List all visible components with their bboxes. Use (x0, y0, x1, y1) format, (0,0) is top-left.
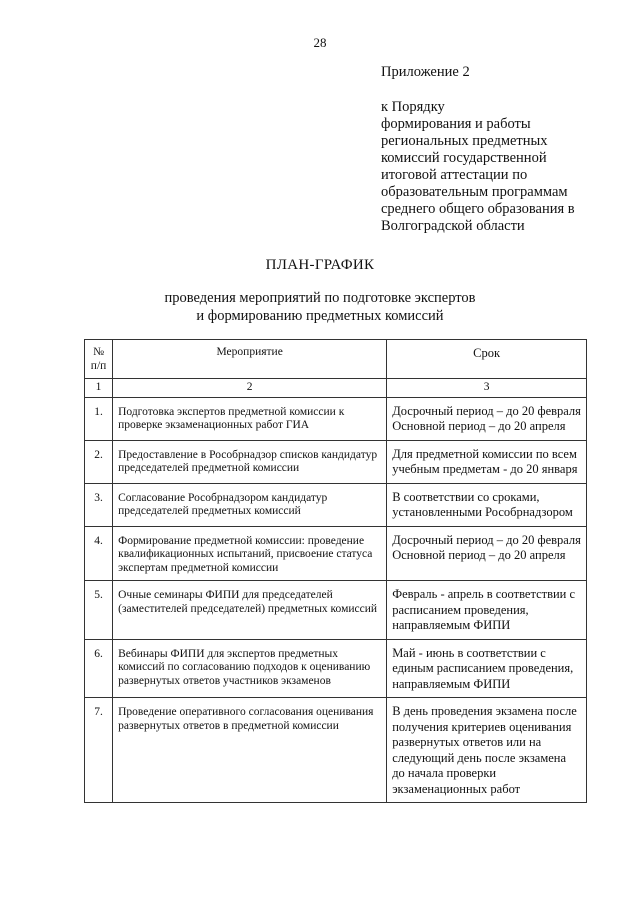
column-index: 2 (113, 379, 387, 398)
table-row (85, 698, 587, 803)
column-index-row (85, 379, 587, 398)
row-term-line: Для предметной комиссии по всем учебным предметам - до 20 января (392, 446, 578, 476)
header-term: Срок (387, 340, 587, 379)
row-event: Формирование предметной комиссии: проведение квалификационных испытаний, присвоение статуса экспертам предметной комиссии (113, 526, 387, 581)
row-event: Предоставление в Рособрнадзор списков кандидатур председателей предметной комиссии (113, 440, 387, 483)
row-term (387, 698, 587, 803)
row-term (387, 526, 587, 581)
row-number: 7. (85, 698, 113, 803)
row-number: 2. (85, 440, 113, 483)
appendix-line: комиссий государственной (381, 150, 547, 166)
row-term-line: Февраль - апрель в соответствии с расписанием проведения, направляемым ФИПИ (392, 587, 576, 632)
appendix-line: региональных предметных (381, 133, 548, 149)
plan-title: ПЛАН-ГРАФИК (265, 257, 375, 273)
table-row (85, 440, 587, 483)
row-term-line: Досрочный период – до 20 февраля (392, 403, 581, 418)
page-number: 28 (313, 35, 327, 50)
row-term (387, 483, 587, 526)
appendix-title: Приложение 2 (381, 64, 470, 80)
row-term (387, 581, 587, 640)
table-row (85, 397, 587, 440)
appendix-line: среднего общего образования в (381, 201, 575, 217)
row-number: 6. (85, 639, 113, 698)
plan-subtitle (0, 289, 640, 325)
appendix-line: формирования и работы (381, 116, 531, 132)
row-term-line: Май - июнь в соответствии с единым расписанием проведения, направляемым ФИПИ (392, 645, 574, 691)
table-row (85, 526, 587, 581)
row-term (387, 397, 587, 440)
table-header (85, 340, 587, 379)
table-row (85, 483, 587, 526)
header-number: № п/п (85, 340, 113, 379)
row-term (387, 639, 587, 698)
row-term-line: Основной период – до 20 апреля (392, 548, 566, 562)
appendix-body (381, 99, 631, 235)
row-term-line: Основной период – до 20 апреля (392, 419, 566, 433)
row-event: Подготовка экспертов предметной комиссии к проверке экзаменационных работ ГИА (113, 397, 387, 440)
row-term (387, 440, 587, 483)
column-index: 3 (387, 379, 587, 398)
table-row (85, 639, 587, 698)
row-number: 4. (85, 526, 113, 581)
table-body (85, 379, 587, 803)
appendix-line: итоговой аттестации по (381, 167, 528, 183)
column-index: 1 (85, 379, 113, 398)
appendix-block (381, 64, 631, 235)
appendix-line: Волгоградской области (381, 218, 525, 234)
row-event: Согласование Рособрнадзором кандидатур председателей предметных комиссий (113, 483, 387, 526)
schedule-table (84, 339, 587, 803)
plan-subtitle-line: проведения мероприятий по подготовке экспертов (164, 290, 476, 306)
header-event: Мероприятие (113, 340, 387, 379)
row-number: 5. (85, 581, 113, 640)
plan-subtitle-line: и формированию предметных комиссий (196, 308, 444, 324)
row-number: 1. (85, 397, 113, 440)
table-row (85, 581, 587, 640)
row-term-line: Досрочный период – до 20 февраля (392, 532, 581, 547)
table-header-row (85, 340, 587, 379)
row-event: Очные семинары ФИПИ для председателей (заместителей председателей) предметных комиссий (113, 581, 387, 640)
appendix-line: к Порядку (381, 99, 445, 115)
row-term-line: В соответствии со сроками, установленными Рособрнадзором (392, 489, 573, 519)
row-event: Вебинары ФИПИ для экспертов предметных комиссий по согласованию подходов к оцениванию развернутых ответов участников экзаменов (113, 639, 387, 698)
row-term-line: В день проведения экзамена после получения критериев оценивания развернутых ответов или на следующий день после экзамена до начала проверки экзаменационных работ (392, 704, 577, 796)
row-number: 3. (85, 483, 113, 526)
row-event: Проведение оперативного согласования оценивания развернутых ответов в предметной комиссии (113, 698, 387, 803)
appendix-line: образовательным программам (381, 184, 568, 200)
